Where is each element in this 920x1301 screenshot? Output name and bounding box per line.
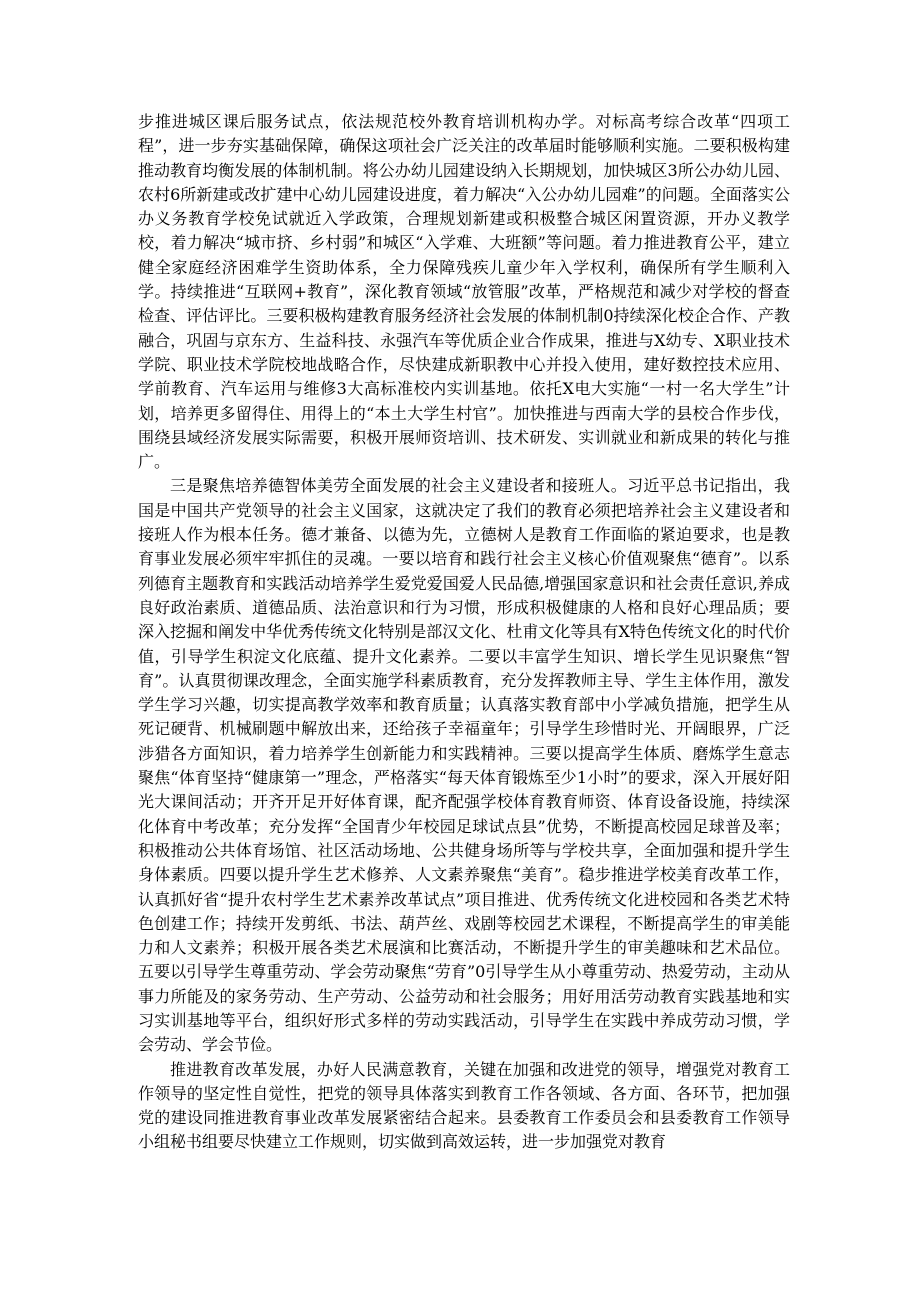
paragraph-1: 步推进城区课后服务试点，依法规范校外教育培训机构办学。对标高考综合改革“四项工程”，进一步夯实基础保障，确保这项社会广泛关注的改革届时能够顺利实施。二要积极构建推动教育均衡发展的体制机制。将公办幼儿园建设纳入长期规划，加快城区3所公办幼儿园、农村6所新建或改扩建中心幼儿园建设进度，着力解决“入公办幼儿园难”的问题。全面落实公办义务教育学校免试就近入学政策，合理规划新建或积极整合城区闲置资源，开办义教学校，着力解决“城市挤、乡村弱”和城区“入学难、大班额”等问题。着力推进教育公平，建立健全家庭经济困难学生资助体系，全力保障残疾儿童少年入学权利，确保所有学生顺利入学。持续推进“互联网+教育”，深化教育领域“放管服”改革，严格规范和减少对学校的督查检查、评估评比。三要积极构建教育服务经济社会发展的体制机制0持续深化校企合作、产教融合，巩固与京东方、生益科技、永强汽车等优质企业合作成果，推进与X幼专、X职业技术学院、职业技术学院校地战略合作，尽快建成新职教中心并投入使用，建好数控技术应用、学前教育、汽车运用与维修3大高标准校内实训基地。依托X电大实施“一村一名大学生”计划，培养更多留得住、用得上的“本土大学生村官”。加快推进与西南大学的县校合作步伐，围绕县域经济发展实际需要，积极开展师资培训、技术研发、实训就业和新成果的转化与推广。 xyxy=(138,112,790,472)
paragraph-2: 三是聚焦培养德智体美劳全面发展的社会主义建设者和接班人。习近平总书记指出，我国是中国共产党领导的社会主义国家，这就决定了我们的教育必须把培养社会主义建设者和接班人作为根本任务。德才兼备、以德为先，立德树人是教育工作面临的紧迫要求，也是教育事业发展必须牢牢抓住的灵魂。一要以培育和践行社会主义核心价值观聚焦“德育”。以系列德育主题教育和实践活动培养学生爱党爱国爱人民品德,增强国家意识和社会责任意识,养成良好政治素质、道德品质、法治意识和行为习惯，形成积极健康的人格和良好心理品质；要深入挖掘和阐发中华优秀传统文化特别是部汉文化、杜甫文化等具有X特色传统文化的时代价值，引导学生积淀文化底蕴、提升文化素养。二要以丰富学生知识、增长学生见识聚焦“智育”。认真贯彻课改理念，全面实施学科素质教育，充分发挥教师主导、学生主体作用，激发学生学习兴趣，切实提高教学效率和教育质量；认真落实教育部中小学减负措施，把学生从死记硬背、机械刷题中解放出来，还给孩子幸福童年；引导学生珍惜时光、开阔眼界，广泛涉猎各方面知识，着力培养学生创新能力和实践精神。三要以提高学生体质、磨炼学生意志聚焦“体育坚持“健康第一”理念，严格落实“每天体育锻炼至少1小时”的要求，深入开展好阳光大课间活动；开齐开足开好体育课，配齐配强学校体育教育师资、体育设备设施，持续深化体育中考改革；充分发挥“全国青少年校园足球试点县”优势，不断提高校园足球普及率；积极推动公共体育场馆、社区活动场地、公共健身场所等与学校共享，全面加强和提升学生身体素质。四要以提升学生艺术修养、人文素养聚焦“美育”。稳步推进学校美育改革工作，认真抓好省“提升农村学生艺术素养改革试点”项目推进、优秀传统文化进校园和各类艺术特色创建工作；持续开发剪纸、书法、葫芦丝、戏剧等校园艺术课程，不断提高学生的审美能力和人文素养；积极开展各类艺术展演和比赛活动，不断提升学生的审美趣味和艺术品位。五要以引导学生尊重劳动、学会劳动聚焦“劳育”0引导学生从小尊重劳动、热爱劳动，主动从事力所能及的家务劳动、生产劳动、公益劳动和社会服务；用好用活劳动教育实践基地和实习实训基地等平台，组织好形式多样的劳动实践活动，引导学生在实践中养成劳动习惯，学会劳动、学会节俭。 xyxy=(138,476,790,1055)
document-page xyxy=(138,110,790,1155)
paragraph-3: 推进教育改革发展，办好人民满意教育，关键在加强和改进党的领导，增强党对教育工作领导的坚定性自觉性，把党的领导具体落实到教育工作各领域、各方面、各环节，把加强党的建设同推进教育事业改革发展紧密结合起来。县委教育工作委员会和县委教育工作领导小组秘书组要尽快建立工作规则，切实做到高效运转，进一步加强党对教育 xyxy=(138,1059,790,1152)
